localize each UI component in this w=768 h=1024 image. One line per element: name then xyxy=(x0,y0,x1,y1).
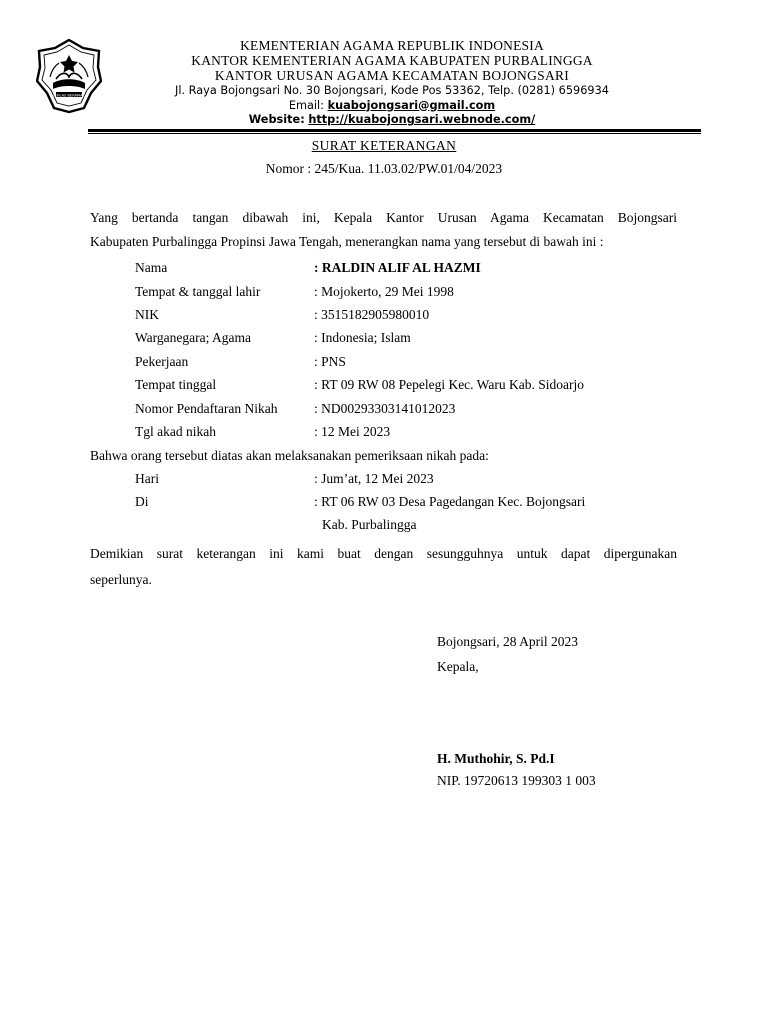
district-office-name: KANTOR URUSAN AGAMA KECAMATAN BOJONGSARI xyxy=(214,68,570,83)
identity-value: : 12 Mei 2023 xyxy=(314,424,391,439)
logo-motto: IKHLAS BERAMAL xyxy=(53,93,85,98)
identity-value: : 3515182905980010 xyxy=(314,307,430,322)
email-label: Email: xyxy=(288,98,324,112)
letterhead-divider-thick xyxy=(88,129,701,132)
identity-value: : Indonesia; Islam xyxy=(314,330,411,345)
identity-label: Tempat & tanggal lahir xyxy=(135,284,261,299)
statement-line: Bahwa orang tersebut diatas akan melaksanakan pemeriksaan nikah pada: xyxy=(90,448,489,463)
schedule-day-label: Hari xyxy=(135,471,159,486)
schedule-place-value: : RT 06 RW 03 Desa Pagedangan Kec. Bojongsari xyxy=(314,494,586,509)
kementerian-agama-logo xyxy=(36,39,102,115)
schedule-place-label: Di xyxy=(135,494,149,509)
emblem-icon xyxy=(36,39,102,115)
identity-label: Warganegara; Agama xyxy=(135,330,251,345)
signatory-name: H. Muthohir, S. Pd.I xyxy=(437,751,555,766)
intro-paragraph xyxy=(90,206,677,254)
identity-label: Pekerjaan xyxy=(135,354,189,369)
identity-label: Tempat tinggal xyxy=(135,377,217,392)
identity-value: : ND00293303141012023 xyxy=(314,401,456,416)
schedule-day-value: : Jum’at, 12 Mei 2023 xyxy=(314,471,434,486)
closing-line-2: seperlunya. xyxy=(90,572,152,587)
intro-line-1: Yang bertanda tangan dibawah ini, Kepala Kantor Urusan Agama Kecamatan Bojongsari xyxy=(90,210,677,225)
document-number: Nomor : 245/Kua. 11.03.02/PW.01/04/2023 xyxy=(265,161,503,176)
closing-line-1: Demikian surat keterangan ini kami buat dengan sesungguhnya untuk dapat dipergunakan xyxy=(90,546,677,561)
closing-paragraph xyxy=(90,541,677,593)
office-email-line xyxy=(112,99,672,114)
signature-place-date: Bojongsari, 28 April 2023 xyxy=(437,634,578,649)
signature-role: Kepala, xyxy=(437,659,479,674)
office-address: Jl. Raya Bojongsari No. 30 Bojongsari, Kode Pos 53362, Telp. (0281) 6596934 xyxy=(174,84,609,97)
identity-value: : RALDIN ALIF AL HAZMI xyxy=(314,260,481,275)
identity-value: : PNS xyxy=(314,354,346,369)
office-website-line xyxy=(112,113,672,128)
ministry-name: KEMENTERIAN AGAMA REPUBLIK INDONESIA xyxy=(240,38,544,53)
signatory-nip: NIP. 19720613 199303 1 003 xyxy=(437,773,596,788)
identity-label: Nama xyxy=(135,260,168,275)
intro-line-2: Kabupaten Purbalingga Propinsi Jawa Tengah, menerangkan nama yang tersebut di bawah ini : xyxy=(90,234,604,249)
website-link[interactable]: http://kuabojongsari.webnode.com/ xyxy=(308,113,536,126)
letterhead xyxy=(112,38,672,128)
identity-value: : RT 09 RW 08 Pepelegi Kec. Waru Kab. Sidoarjo xyxy=(314,377,584,392)
schedule-place-value-2: Kab. Purbalingga xyxy=(322,517,417,532)
document-title-wrap xyxy=(0,138,768,154)
regency-office-name: KANTOR KEMENTERIAN AGAMA KABUPATEN PURBALINGGA xyxy=(191,53,593,68)
document-title: SURAT KETERANGAN xyxy=(311,138,457,153)
identity-label: NIK xyxy=(135,307,159,322)
letterhead-divider-thin xyxy=(88,133,701,134)
website-label: Website: xyxy=(248,113,305,126)
identity-label: Tgl akad nikah xyxy=(135,424,216,439)
identity-value: : Mojokerto, 29 Mei 1998 xyxy=(314,284,454,299)
email-link[interactable]: kuabojongsari@gmail.com xyxy=(327,98,496,112)
identity-label: Nomor Pendaftaran Nikah xyxy=(135,401,278,416)
